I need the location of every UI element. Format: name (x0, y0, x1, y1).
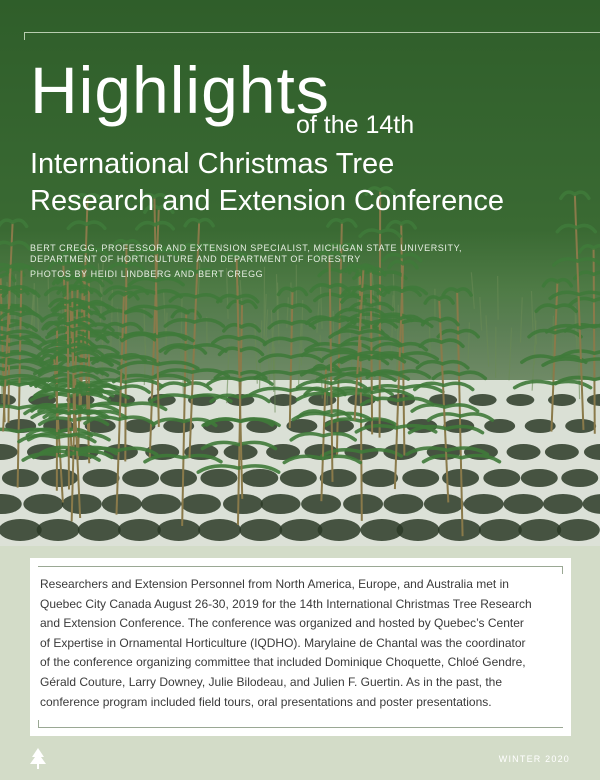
issue-label: WINTER 2020 (498, 754, 570, 764)
intro-line: Researchers and Extension Personnel from North America, Europe, and Australia met in (40, 577, 509, 591)
title-line-1: International Christmas Tree (30, 148, 395, 180)
intro-line: of Expertise in Ornamental Horticulture (IQDHO). Marylaine de Chantal was the coordinator (40, 635, 526, 650)
title-highlights: Highlights (30, 53, 330, 127)
title-conference-name (30, 146, 595, 220)
intro-line: conference program included field tours, oral presentations and poster presentations. (40, 694, 492, 709)
photo-credit: PHOTOS BY HEIDI LINDBERG AND BERT CREGG (30, 269, 264, 279)
box-rule-bottom (38, 727, 563, 728)
intro-line: Gérald Couture, Larry Downey, Julie Bilodeau, and Julien F. Guertin. As in the past, the (40, 674, 503, 689)
intro-text-box (30, 558, 571, 736)
tree-logo-icon (30, 748, 46, 770)
box-tick-right (562, 566, 563, 574)
top-rule (24, 32, 600, 33)
intro-line: and Extension Conference. The conference was organized and hosted by Quebec’s Center (40, 616, 524, 631)
title-line-2: Research and Extension Conference (30, 185, 504, 217)
intro-line: of the conference organizing committee that included Dominique Choquette, Chloé Gendre, (40, 655, 526, 670)
intro-paragraph (40, 575, 565, 712)
author-byline (30, 243, 590, 280)
author-line-1: BERT CREGG, PROFESSOR AND EXTENSION SPECIALIST, MICHIGAN STATE UNIVERSITY, (30, 243, 463, 253)
title-of-the-14th: of the 14th (296, 111, 415, 139)
top-rule-tick (24, 32, 25, 40)
author-line-2: DEPARTMENT OF HORTICULTURE AND DEPARTMENT OF FORESTRY (30, 254, 361, 264)
box-rule-top (38, 566, 563, 567)
box-tick-left (38, 720, 39, 728)
intro-line: Quebec City Canada August 26-30, 2019 for the 14th International Christmas Tree Research (40, 596, 532, 611)
